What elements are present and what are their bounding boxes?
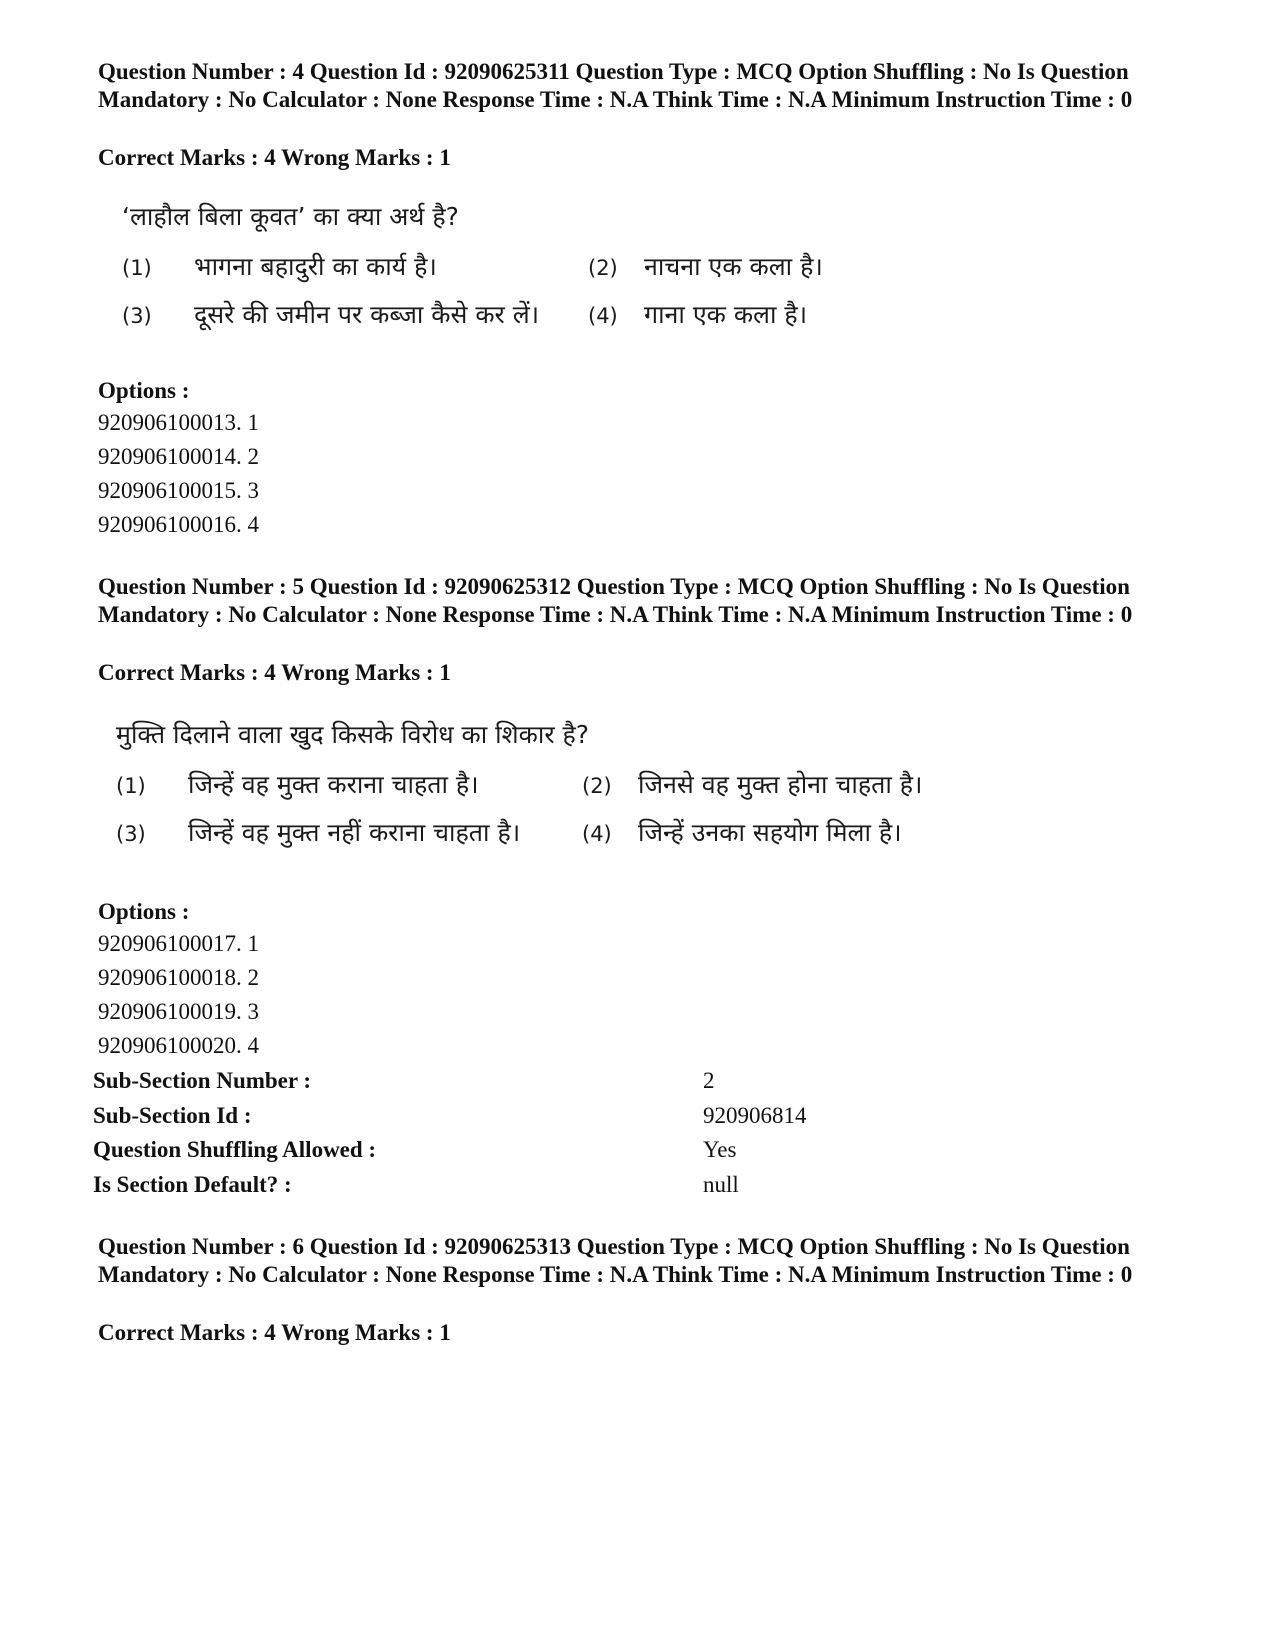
question-4-choice-4: (4) गाना एक कला है।: [588, 300, 808, 329]
question-6-header: Question Number : 6 Question Id : 92090625313 Question Type : MCQ Option Shuffling : No Is Question Mandatory : No Calculator : None Response Time : N.A Think Time : N.A Minimum Instruction Time : 0: [98, 1234, 1133, 1287]
question-4-choice-2: (2) नाचना एक कला है।: [588, 252, 823, 281]
subsection-row: [93, 1133, 993, 1168]
question-5-option: 920906100019. 3: [98, 999, 259, 1024]
question-4-body: [110, 200, 1010, 329]
subsection-id-value: 920906814: [703, 1102, 807, 1128]
question-4-header: Question Number : 4 Question Id : 92090625311 Question Type : MCQ Option Shuffling : No Is Question Mandatory : No Calculator : None Response Time : N.A Think Time : N.A Minimum Instruction Time : 0: [98, 59, 1133, 112]
question-4-options-label: Options :: [98, 378, 190, 403]
section-default-value: null: [703, 1171, 739, 1197]
question-5-choice-3: (3) जिन्हें वह मुक्त नहीं कराना चाहता है।: [116, 818, 521, 847]
subsection-row: [93, 1168, 993, 1203]
question-4-options-list: [98, 406, 259, 542]
question-5-marks: Correct Marks : 4 Wrong Marks : 1: [98, 660, 451, 685]
question-shuffling-label: Question Shuffling Allowed :: [93, 1137, 377, 1162]
question-4-choice-3: (3) दूसरे की जमीन पर कब्जा कैसे कर लें।: [122, 300, 540, 329]
question-shuffling-value: Yes: [703, 1137, 737, 1162]
question-4-option: 920906100015. 3: [98, 478, 259, 503]
question-4-option: 920906100013. 1: [98, 410, 259, 435]
question-5-options-label: Options :: [98, 899, 190, 924]
question-5-text: मुक्ति दिलाने वाला खुद किसके विरोध का शिकार है?: [116, 720, 590, 749]
question-5-option: 920906100020. 4: [98, 1033, 259, 1058]
question-5-choice-2: (2) जिनसे वह मुक्त होना चाहता है।: [582, 770, 923, 799]
subsection-number-value: 2: [703, 1068, 715, 1093]
question-5-body: [104, 718, 1004, 847]
subsection-info: [93, 1064, 993, 1202]
subsection-number-label: Sub-Section Number :: [93, 1068, 312, 1093]
question-5-option: 920906100017. 1: [98, 931, 259, 956]
question-4-option: 920906100014. 2: [98, 444, 259, 469]
question-5-option: 920906100018. 2: [98, 965, 259, 990]
question-5-options-list: [98, 927, 259, 1063]
subsection-row: [93, 1064, 993, 1099]
question-5-choice-1: (1) जिन्हें वह मुक्त कराना चाहता है।: [116, 770, 479, 799]
subsection-row: [93, 1099, 993, 1134]
question-5-choice-4: (4) जिन्हें उनका सहयोग मिला है।: [582, 818, 902, 847]
question-4-choice-1: (1) भागना बहादुरी का कार्य है।: [122, 252, 437, 281]
section-default-label: Is Section Default? :: [93, 1171, 292, 1197]
question-4-option: 920906100016. 4: [98, 512, 259, 537]
question-4-marks: Correct Marks : 4 Wrong Marks : 1: [98, 145, 451, 170]
question-5-header: Question Number : 5 Question Id : 92090625312 Question Type : MCQ Option Shuffling : No Is Question Mandatory : No Calculator : None Response Time : N.A Think Time : N.A Minimum Instruction Time : 0: [98, 574, 1133, 627]
question-6-marks: Correct Marks : 4 Wrong Marks : 1: [98, 1320, 451, 1345]
question-4-text: ‘लाहौल बिला कूवत’ का क्या अर्थ है?: [122, 202, 459, 231]
subsection-id-label: Sub-Section Id :: [93, 1102, 252, 1128]
